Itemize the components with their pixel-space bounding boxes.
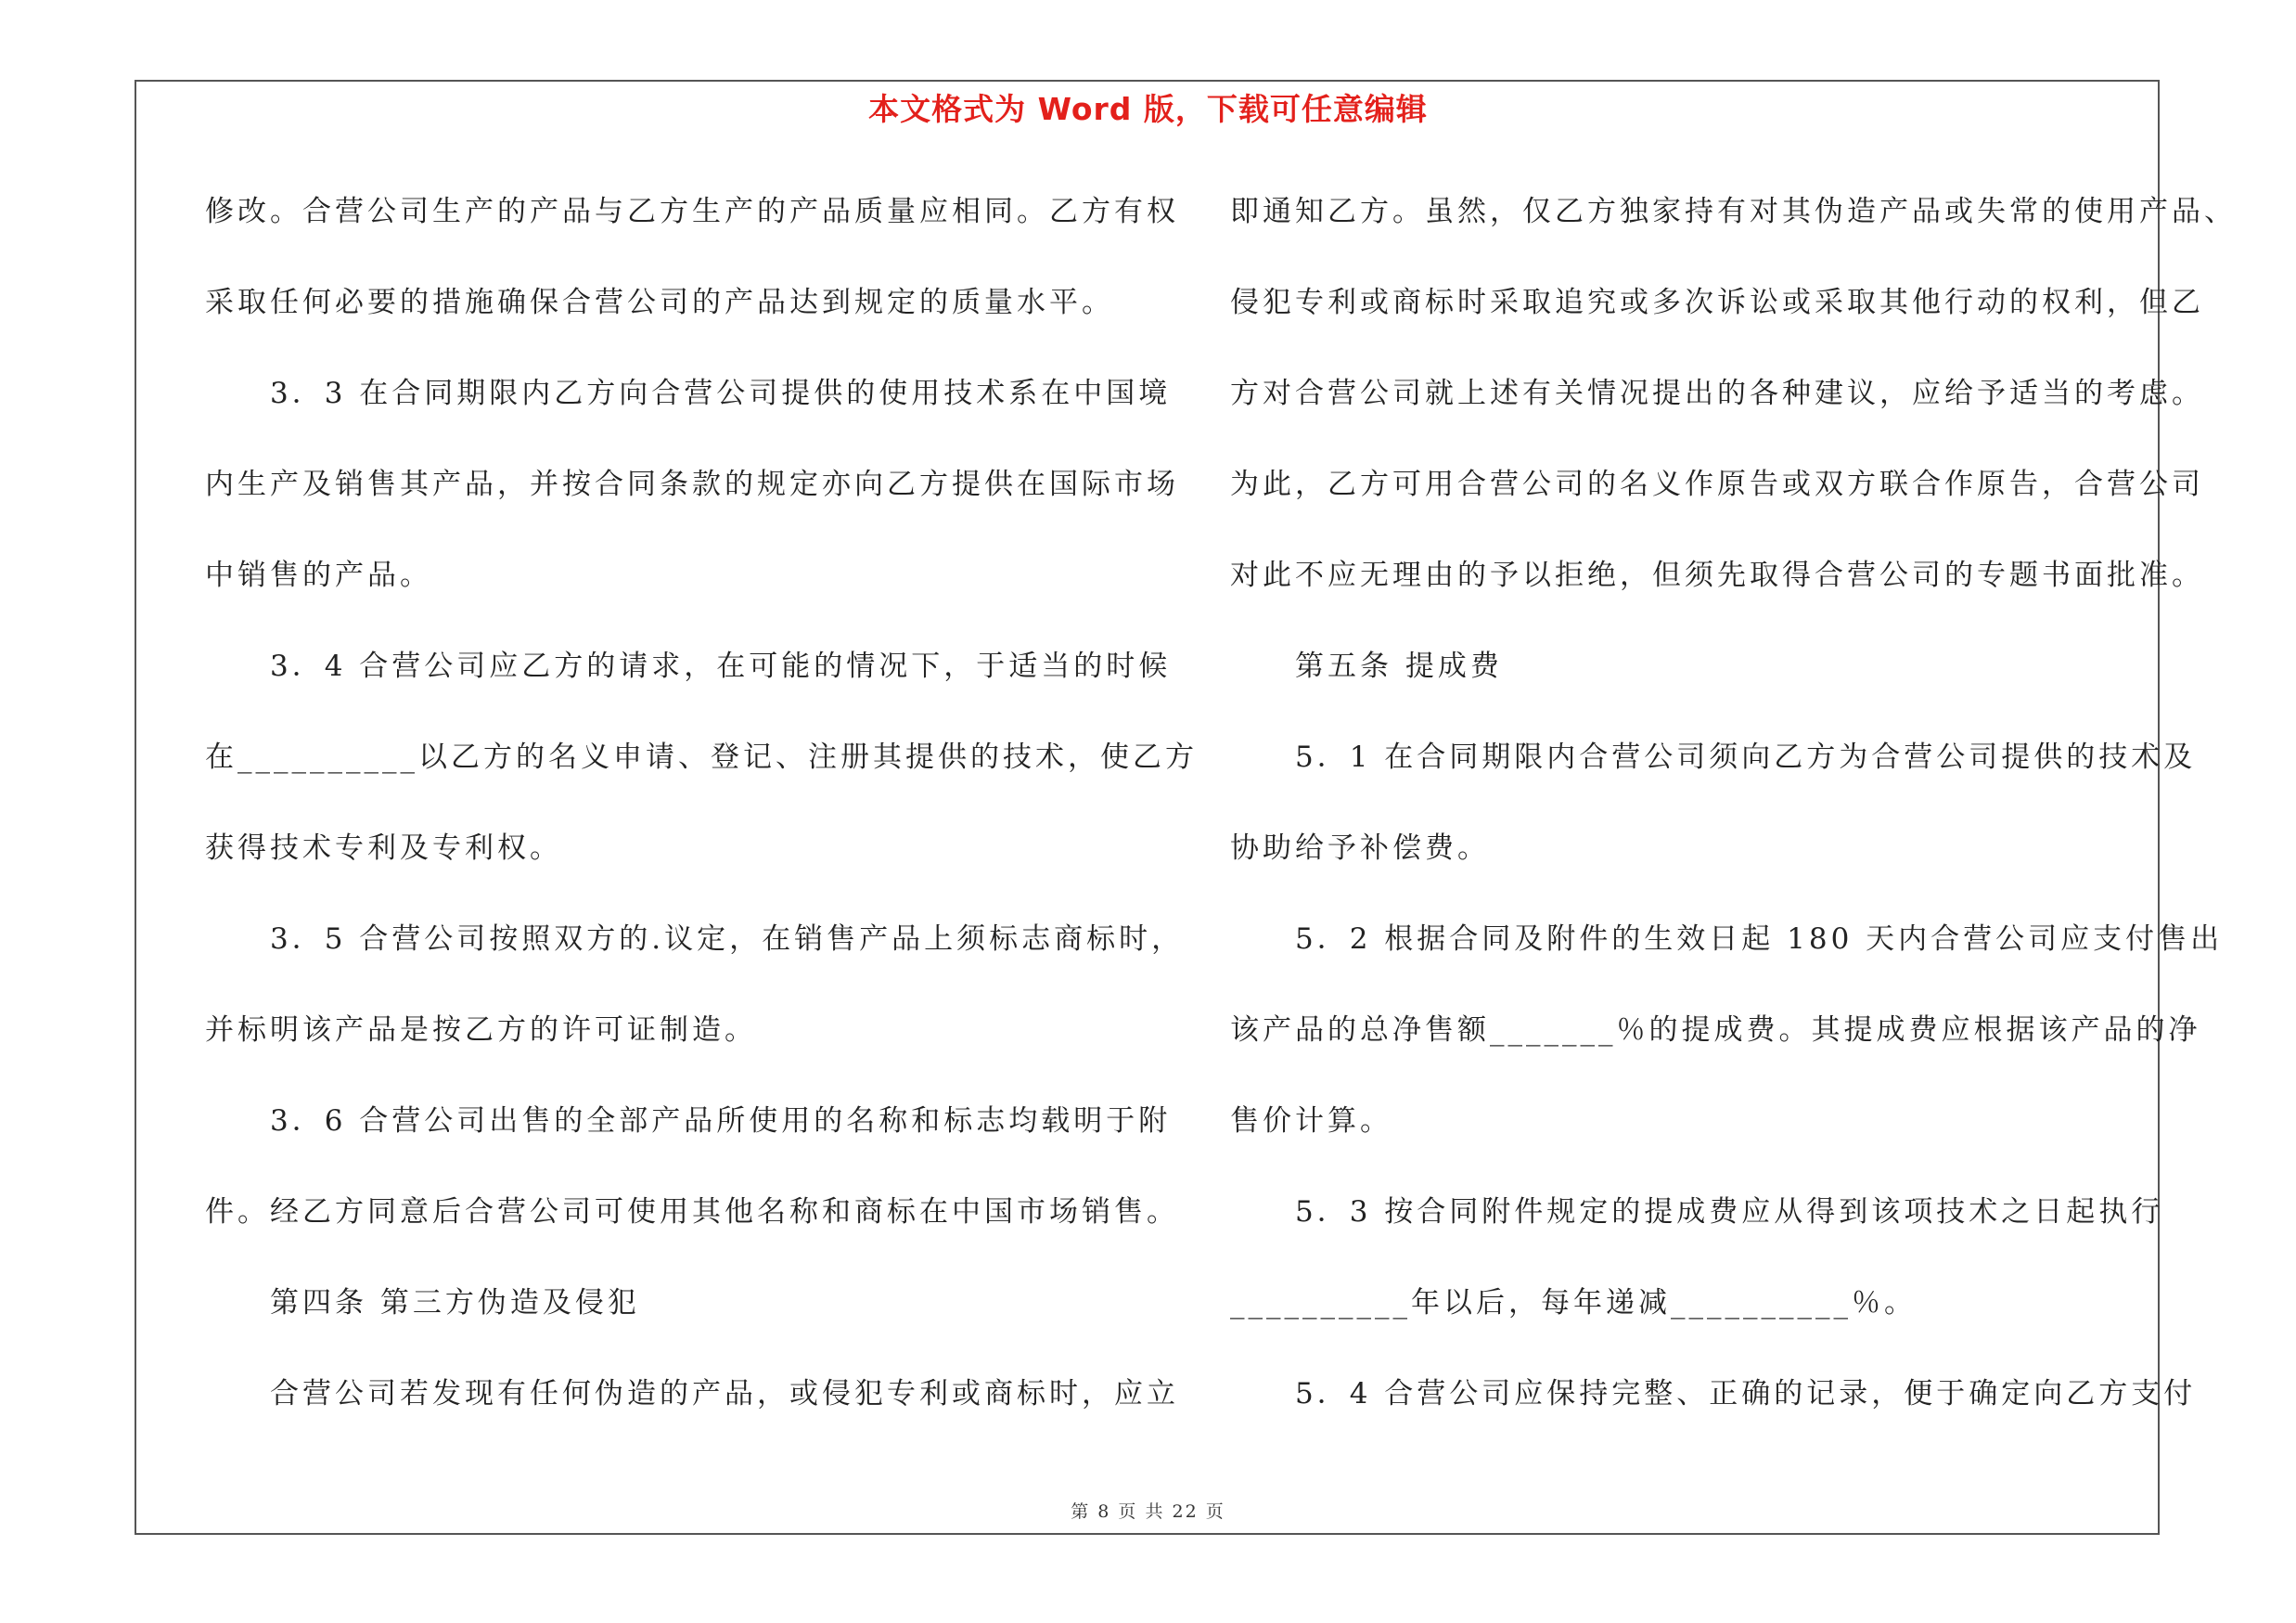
section-heading: 第四条 第三方伪造及侵犯 — [205, 1286, 640, 1320]
text-line: 3．6 合营公司出售的全部产品所使用的名称和标志均载明于附 — [205, 1104, 1172, 1138]
text-line: 在__________以乙方的名义申请、登记、注册其提供的技术，使乙方 — [205, 741, 1198, 774]
text-line: 合营公司若发现有任何伪造的产品，或侵犯专利或商标时，应立 — [205, 1377, 1179, 1410]
text-line: 内生产及销售其产品，并按合同条款的规定亦向乙方提供在国际市场 — [205, 468, 1179, 501]
text-line: 获得技术专利及专利权。 — [205, 831, 562, 865]
text-line: 对此不应无理由的予以拒绝，但须先取得合营公司的专题书面批准。 — [1230, 559, 2204, 592]
word-format-banner: 本文格式为 Word 版，下载可任意编辑 — [868, 91, 1428, 127]
text-line: 5．3 按合同附件规定的提成费应从得到该项技术之日起执行 — [1230, 1195, 2164, 1229]
text-line: 修改。合营公司生产的产品与乙方生产的产品质量应相同。乙方有权 — [205, 195, 1179, 228]
text-line: 采取任何必要的措施确保合营公司的产品达到规定的质量水平。 — [205, 286, 1114, 319]
text-line: 5．1 在合同期限内合营公司须向乙方为合营公司提供的技术及 — [1230, 741, 2197, 774]
text-line: __________年以后，每年递减__________％。 — [1230, 1286, 1917, 1320]
text-line: 3．4 合营公司应乙方的请求，在可能的情况下，于适当的时候 — [205, 650, 1172, 683]
left-text-column — [205, 184, 1198, 1457]
page-number-indicator: 第 8 页 共 22 页 — [1071, 1501, 1225, 1522]
text-line: 件。经乙方同意后合营公司可使用其他名称和商标在中国市场销售。 — [205, 1195, 1179, 1229]
text-line: 并标明该产品是按乙方的许可证制造。 — [205, 1013, 757, 1047]
text-line: 该产品的总净售额_______％的提成费。其提成费应根据该产品的净 — [1230, 1013, 2201, 1047]
text-line: 售价计算。 — [1230, 1104, 1392, 1138]
right-text-column — [1230, 184, 2237, 1457]
text-line: 为此，乙方可用合营公司的名义作原告或双方联合作原告，合营公司 — [1230, 468, 2204, 501]
text-line: 侵犯专利或商标时采取追究或多次诉讼或采取其他行动的权利，但乙 — [1230, 286, 2204, 319]
text-line: 3．3 在合同期限内乙方向合营公司提供的使用技术系在中国境 — [205, 377, 1172, 410]
section-heading: 第五条 提成费 — [1230, 650, 1503, 683]
text-line: 协助给予补偿费。 — [1230, 831, 1490, 865]
text-line: 中销售的产品。 — [205, 559, 432, 592]
text-line: 5．2 根据合同及附件的生效日起 180 天内合营公司应支付售出 — [1230, 922, 2224, 956]
text-line: 3．5 合营公司按照双方的.议定，在销售产品上须标志商标时， — [205, 922, 1185, 956]
text-line: 即通知乙方。虽然，仅乙方独家持有对其伪造产品或失常的使用产品、 — [1230, 195, 2237, 228]
text-line: 5．4 合营公司应保持完整、正确的记录，便于确定向乙方支付 — [1230, 1377, 2197, 1410]
text-line: 方对合营公司就上述有关情况提出的各种建议，应给予适当的考虑。 — [1230, 377, 2204, 410]
